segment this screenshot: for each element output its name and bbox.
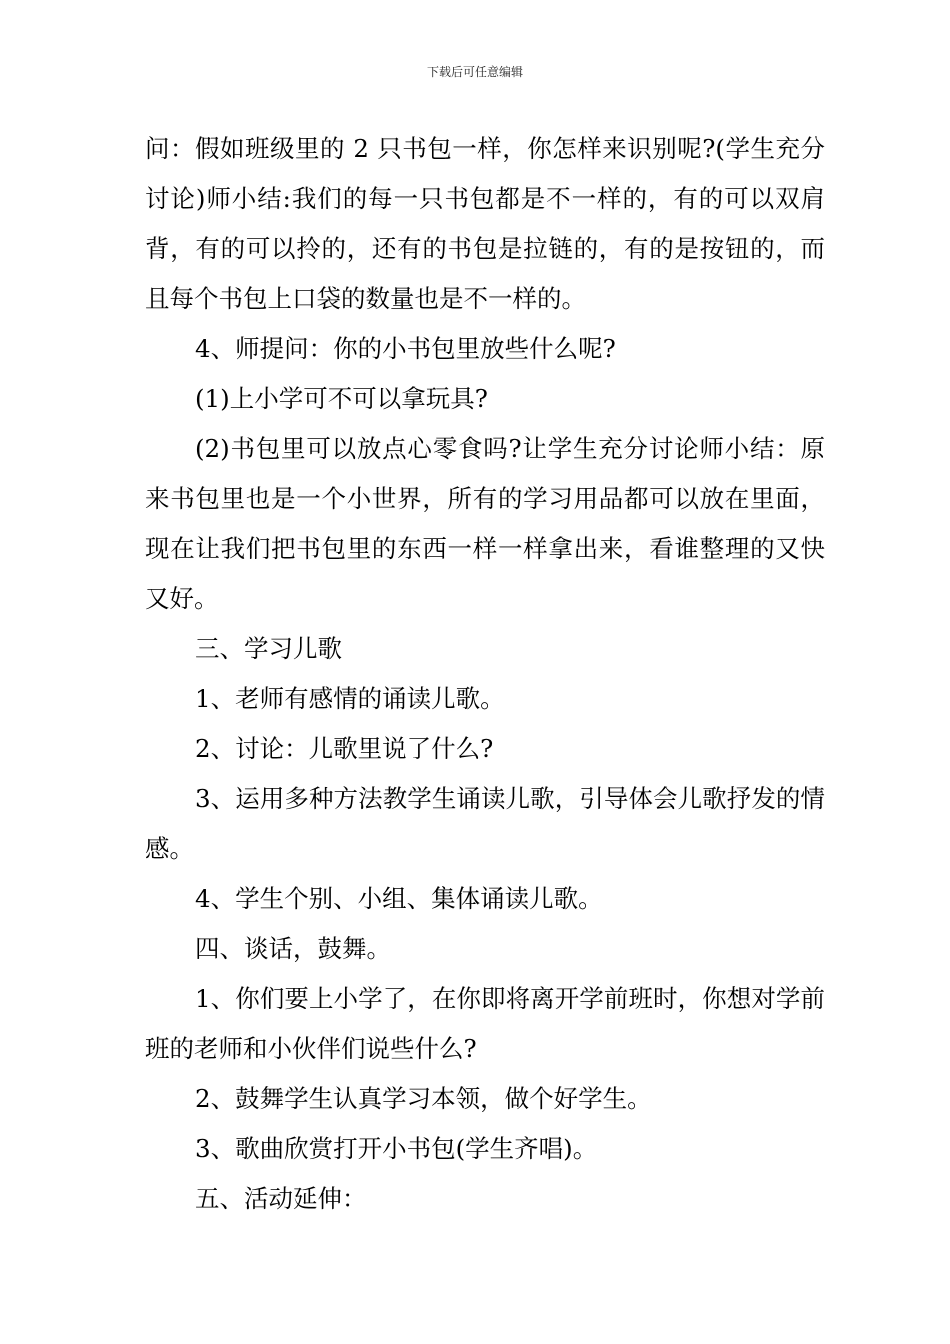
section-heading-4: 四、谈话，鼓舞。 — [195, 934, 391, 963]
paragraph-4: (2)书包里可以放点心零食吗?让学生充分讨论师小结：原来书包里也是一个小世界，所有的学习用品都可以放在里面，现在让我们把书包里的东西一样一样拿出来，看谁整理的又快又好。 — [145, 434, 825, 613]
paragraph-3: (1)上小学可不可以拿玩具? — [195, 384, 488, 413]
section-heading-5: 五、活动延伸： — [195, 1184, 367, 1213]
paragraph-9: 4、学生个别、小组、集体诵读儿歌。 — [195, 884, 603, 913]
paragraph-11: 1、你们要上小学了，在你即将离开学前班时，你想对学前班的老师和小伙伴们说些什么? — [145, 984, 825, 1063]
section-heading-3: 三、学习儿歌 — [195, 634, 342, 663]
paragraph-12: 2、鼓舞学生认真学习本领，做个好学生。 — [195, 1084, 652, 1113]
paragraph-13: 3、歌曲欣赏打开小书包(学生齐唱)。 — [195, 1134, 598, 1163]
paragraph-1: 问：假如班级里的 2 只书包一样，你怎样来识别呢?(学生充分讨论)师小结:我们的每一只书包都是不一样的，有的可以双肩背，有的可以拎的，还有的书包是拉链的，有的是按钮的，而且每个书包上口袋的数量也是不一样的。 — [145, 134, 825, 313]
paragraph-2: 4、师提问：你的小书包里放些什么呢? — [195, 334, 616, 363]
paragraph-7: 2、讨论：儿歌里说了什么? — [195, 734, 494, 763]
paragraph-8: 3、运用多种方法教学生诵读儿歌，引导体会儿歌抒发的情感。 — [145, 784, 825, 863]
page-header: 下载后可任意编辑 — [426, 65, 523, 79]
document-body — [145, 124, 825, 1224]
paragraph-6: 1、老师有感情的诵读儿歌。 — [195, 684, 505, 713]
